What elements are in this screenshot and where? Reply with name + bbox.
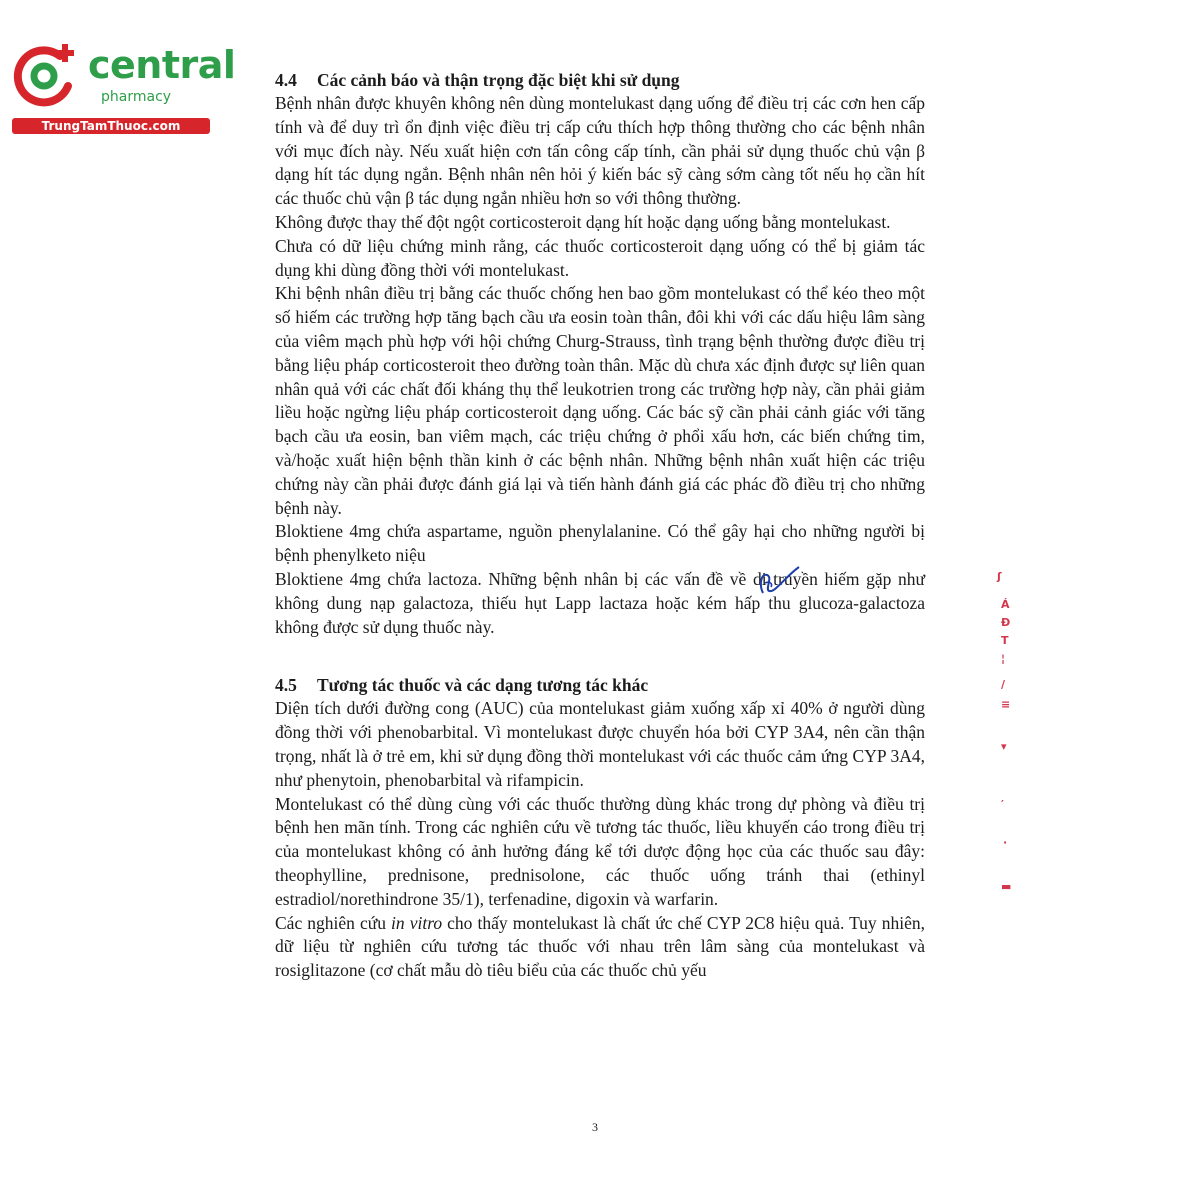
logo-subtitle: pharmacy [101,89,172,105]
paragraph: Chưa có dữ liệu chứng minh rằng, các thuốc corticosteroit dạng uống có thể bị giảm tác dụng khi dùng đồng thời với montelukast. [275,235,925,280]
paragraph: Bloktiene 4mg chứa aspartame, nguồn phenylalanine. Có thể gây hại cho những người bị bệnh phenylketo niệu [275,521,925,566]
logo-website: TrungTamThuoc.com [12,118,210,134]
paragraph: Montelukast có thể dùng cùng với các thuốc thường dùng khác trong dự phòng và điều trị bệnh hen mãn tính. Trong các nghiên cứu về tương tác thuốc, liều khuyến cáo trong điều trị của montelukast không có ảnh hưởng đáng kể tới dược động học của các thuốc sau đây: theophylline, prednisone, prednisolone, các thuốc uống tránh thai (ethinyl estradiol/norethindrone 35/1), terfenadine, digoxin và warfarin. [275,793,925,909]
section-title: Các cảnh báo và thận trọng đặc biệt khi sử dụng [317,70,680,90]
paragraph-text: Các nghiên cứu [275,912,392,933]
handwritten-initial-icon [755,563,801,597]
paragraph: Không được thay thế đột ngột corticosteroit dạng hít hoặc dạng uống bằng montelukast. [275,211,891,232]
pharmacy-cross-logo-icon [12,38,82,108]
page-number: 3 [592,1120,598,1134]
section-heading-4-5 [275,673,925,697]
document-body [275,68,925,983]
paragraph-in-vitro [275,912,925,983]
paragraph: Diện tích dưới đường cong (AUC) của montelukast giảm xuống xấp xỉ 40% ở người dùng đồng thời với phenobarbital. Vì montelukast được chuyển hóa bởi CYP 3A4, nên cần thận trọng, nhất là ở trẻ em, khi sử dụng đồng thời montelukast với các thuốc cảm ứng CYP 3A4, như phenytoin, phenobarbital và rifampicin. [275,698,925,790]
paragraph: Bệnh nhân được khuyên không nên dùng montelukast dạng uống để điều trị các cơn hen cấp tính và để duy trì ổn định việc điều trị cấp cứu thích hợp thông thường cho các bệnh nhân với mục đích này. Nếu xuất hiện cơn tấn công cấp tính, cần phải sử dụng thuốc chủ vận β dạng hít tác dụng ngắn. Bệnh nhân nên hỏi ý kiến bác sỹ càng sớm càng tốt nếu họ cần hít các thuốc chủ vận β tác dụng ngắn nhiều hơn so với thông thường. [275,93,925,209]
paragraph-text: cho thấy montelukast là chất ức chế CYP 2C8 hiệu quả. Tuy nhiên, dữ liệu từ nghiên cứu tương tác thuốc với nhau trên lâm sàng của montelukast và rosiglitazone (cơ chất mẫu dò tiêu biểu của các thuốc chủ yếu [275,912,926,981]
section-number: 4.4 [275,70,297,90]
section-heading-4-4 [275,68,925,92]
central-pharmacy-logo[interactable] [12,38,236,138]
section-number: 4.5 [275,675,297,696]
italic-term: in vitro [391,912,443,933]
paragraph: Khi bệnh nhân điều trị bằng các thuốc chống hen bao gồm montelukast có thể kéo theo một số hiếm các trường hợp tăng bạch cầu ưa eosin toàn thân, đôi khi với các dấu hiệu lâm sàng của viêm mạch phù hợp với hội chứng Churg-Strauss, tình trạng bệnh thường được điều trị bằng liệu pháp corticosteroit theo đường toàn thân. Mặc dù chưa xác định được sự liên quan nhân quả với các chất đối kháng thụ thể leukotrien trong các trường hợp này, cần phải giảm liều hoặc ngừng liệu pháp corticosteroit dạng uống. Các bác sỹ cần phải cảnh giác với tăng bạch cầu ưa eosin, ban viêm mạch, các triệu chứng ở phổi xấu hơn, các biến chứng tim, và/hoặc xuất hiện bệnh thần kinh ở các bệnh nhân. Những bệnh nhân xuất hiện các triệu chứng này cần phải được đánh giá lại và tiến hành đánh giá các phác đồ điều trị cho những bệnh này. [275,283,925,518]
paragraph: Bloktiene 4mg chứa lactoza. Những bệnh nhân bị các vấn đề về di truyền hiếm gặp như không dung nạp galactoza, thiếu hụt Lapp lactaza hoặc kém hấp thu glucoza-galactoza không được sử dụng thuốc này. [275,568,925,637]
stamp-edge-marks: ʃ Á Ð T ¦ ∕ ≡ ▾ ′ · ▬ [997,570,1012,893]
section-title: Tương tác thuốc và các dạng tương tác khác [317,675,649,696]
logo-brand-name: central [88,43,236,87]
section-spacer [275,639,925,673]
